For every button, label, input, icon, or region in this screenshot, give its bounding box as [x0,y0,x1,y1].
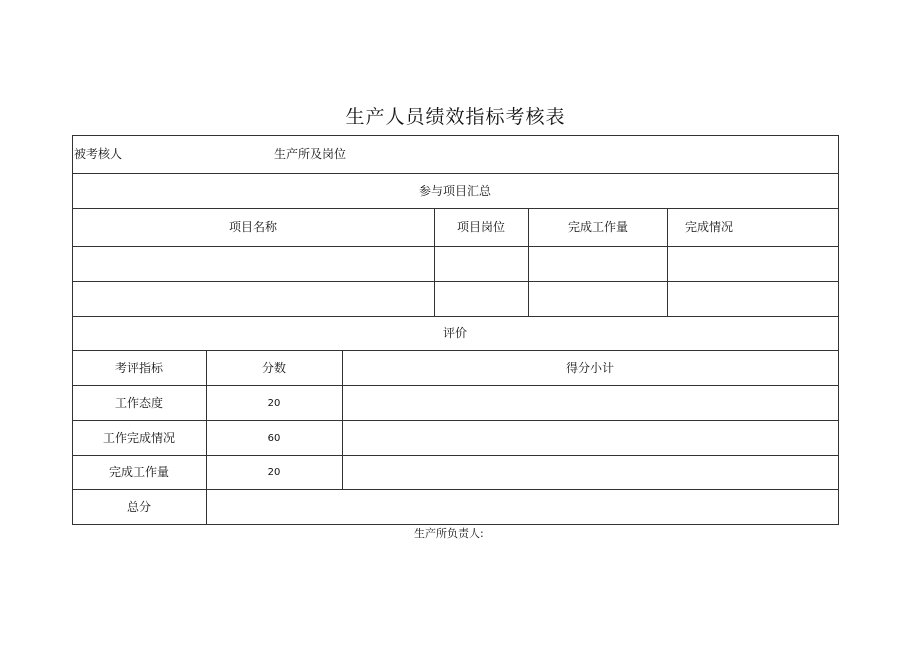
column-subtotal: 得分小计 [565,361,615,375]
signature-label: 生产所负责人: [414,527,484,540]
assessee-label: 被考核人 [74,147,123,161]
score-workload: 20 [267,467,281,478]
column-indicator: 考评指标 [114,361,164,375]
column-score: 分数 [261,361,287,375]
project-summary-heading: 参与项目汇总 [418,184,492,198]
indicator-attitude: 工作态度 [114,396,164,410]
assessment-table [72,135,839,525]
position-label: 生产所及岗位 [274,147,347,161]
score-completion: 60 [267,433,281,444]
page-title: 生产人员绩效指标考核表 [345,106,566,128]
score-attitude: 20 [267,398,281,409]
column-project-role: 项目岗位 [456,220,506,234]
column-workload: 完成工作量 [567,220,629,234]
column-project-name: 项目名称 [228,220,278,234]
indicator-workload: 完成工作量 [108,465,170,479]
evaluation-heading: 评价 [442,326,468,340]
indicator-completion: 工作完成情况 [102,431,176,445]
column-completion: 完成情况 [685,220,734,234]
total-label: 总分 [126,500,152,514]
